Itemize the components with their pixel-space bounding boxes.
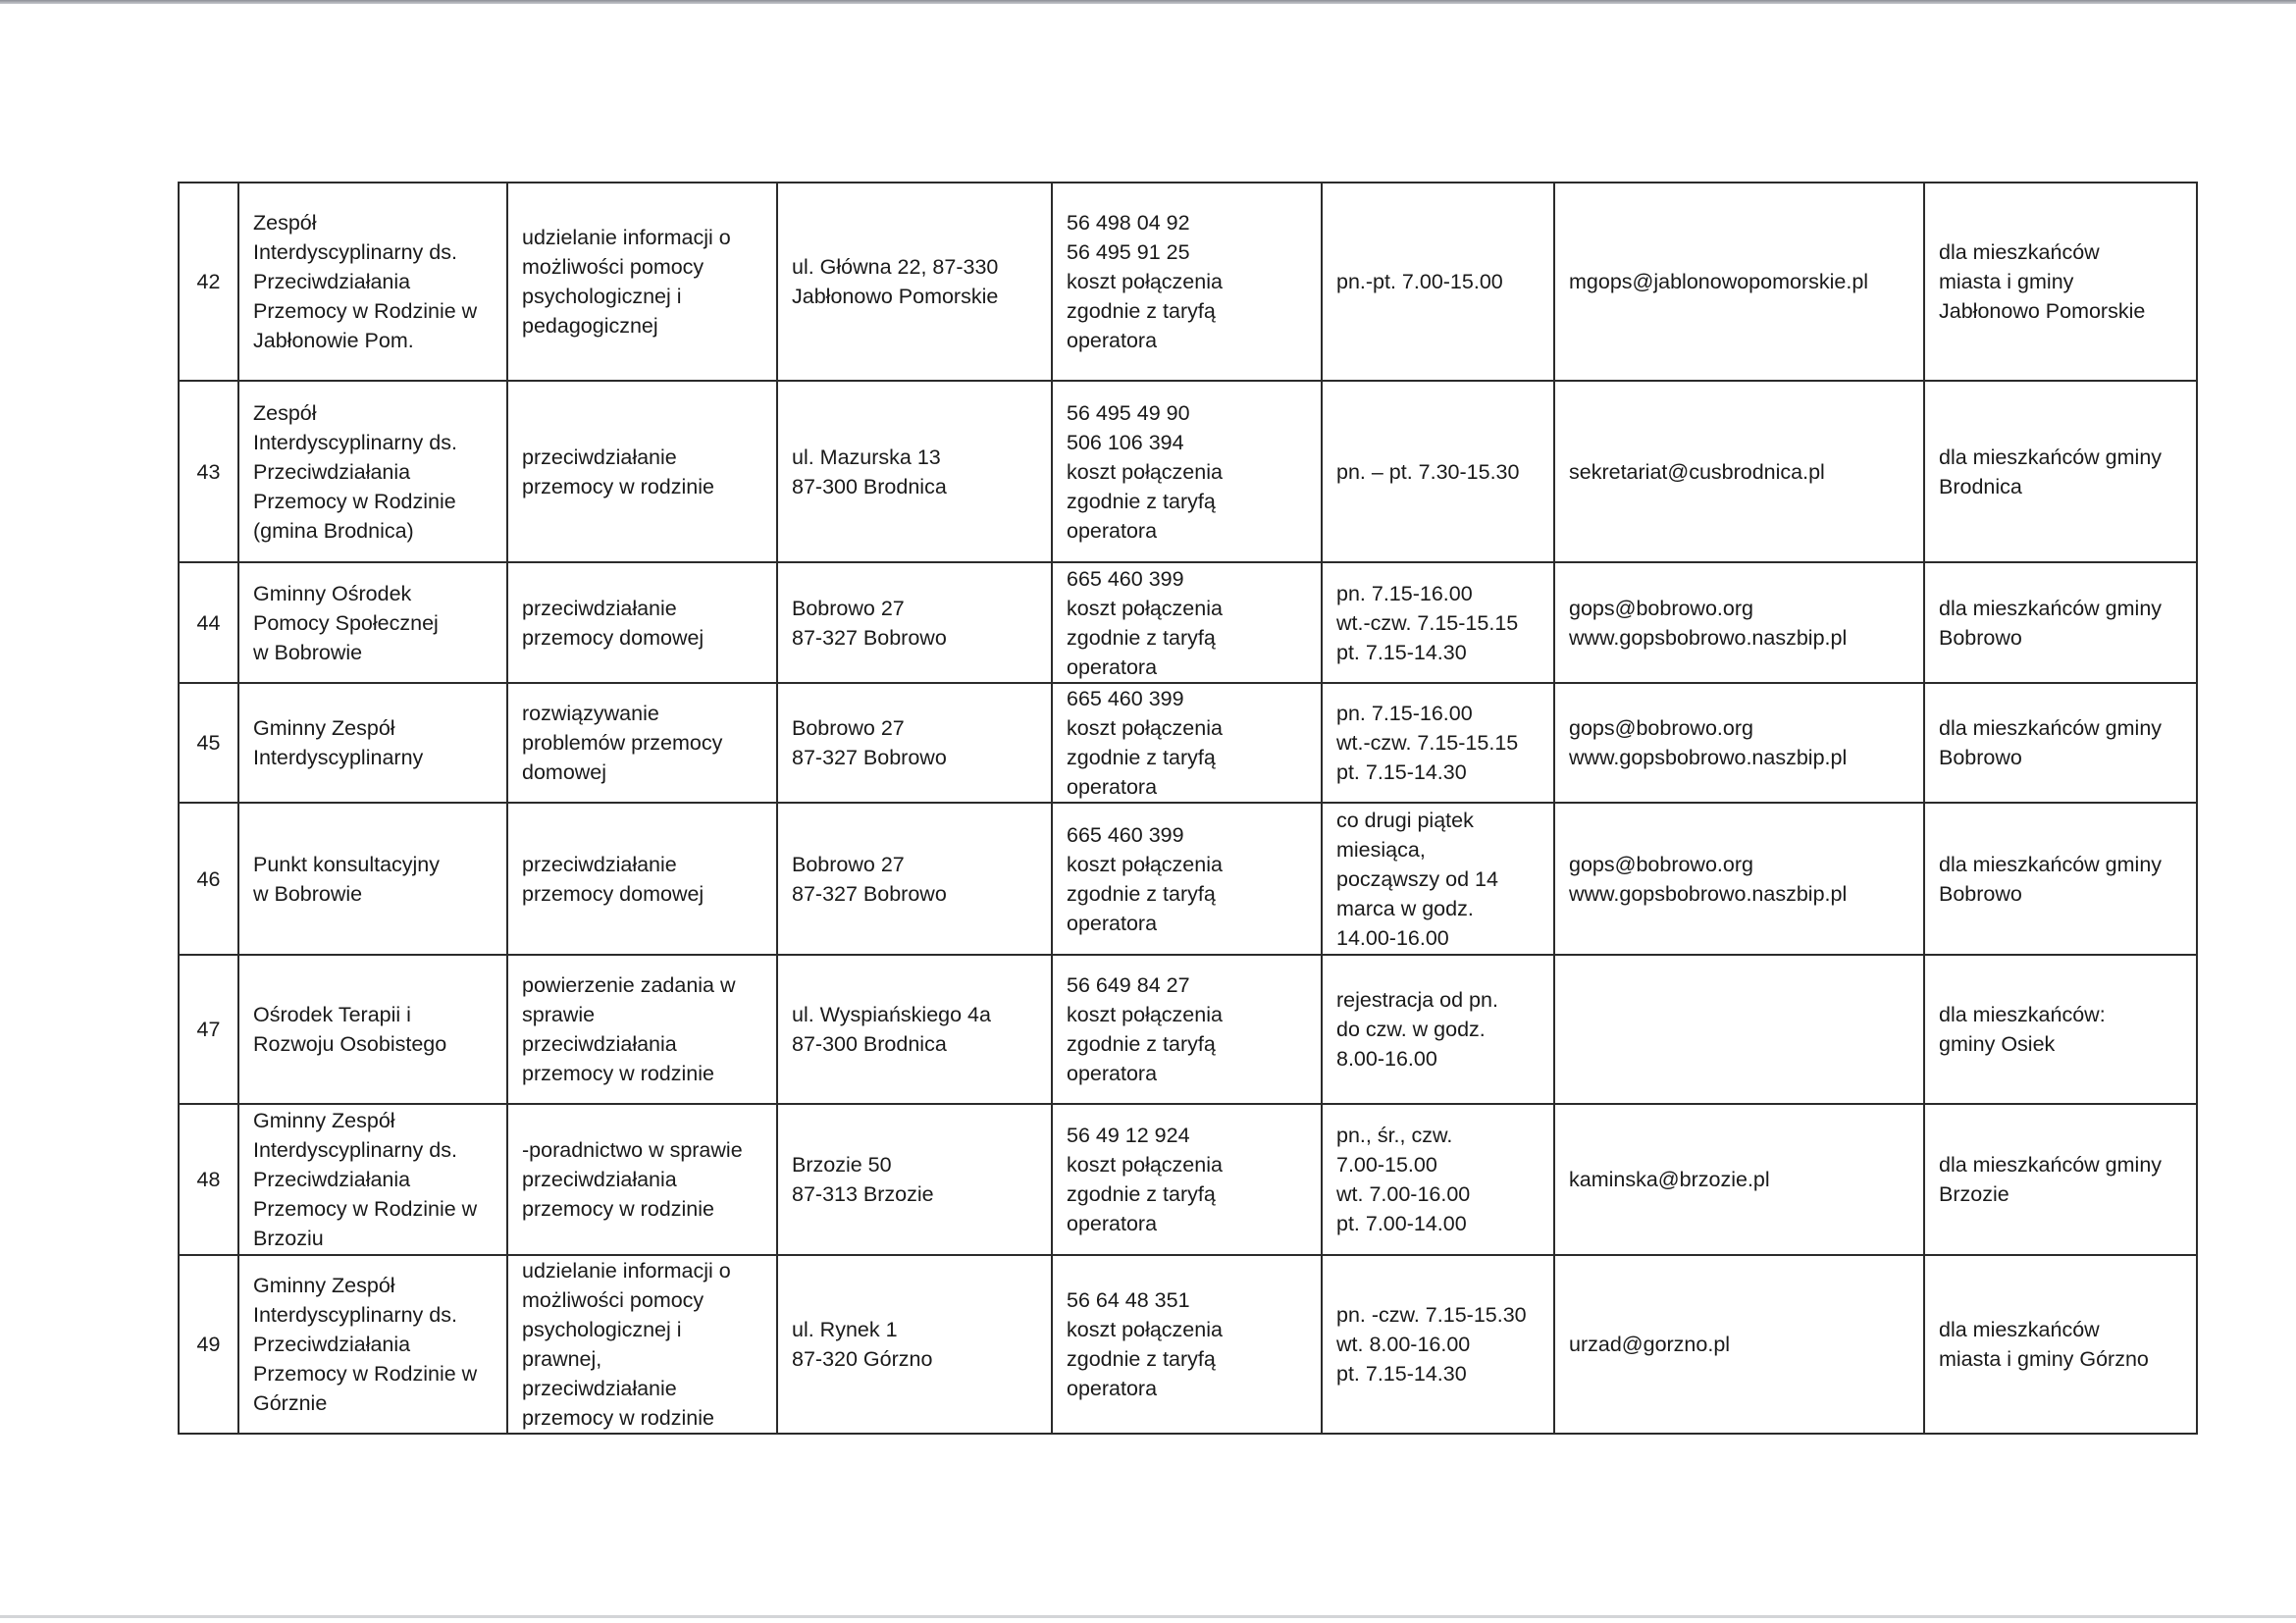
- table-row: [179, 1104, 2197, 1255]
- cell-address: [777, 1255, 1052, 1434]
- cell-for-whom-line: miasta i gminy: [1939, 270, 2074, 293]
- cell-phone-line: zgodnie z taryfą: [1067, 881, 1216, 906]
- cell-contact: [1554, 381, 1924, 562]
- cell-institution-name-line: Przemocy w Rodzinie w: [253, 1197, 478, 1221]
- cell-institution-name-line: Ośrodek Terapii i: [253, 1003, 411, 1026]
- cell-hours-line: pn. – pt. 7.30-15.30: [1336, 459, 1520, 484]
- cell-phone: [1052, 381, 1322, 562]
- cell-institution-name: [238, 1255, 507, 1434]
- cell-contact: [1554, 955, 1924, 1104]
- cell-scope-line: możliwości pomocy: [522, 255, 704, 279]
- cell-for-whom: [1924, 803, 2197, 955]
- cell-contact-line[interactable]: www.gopsbobrowo.naszbip.pl: [1569, 746, 1848, 769]
- cell-hours: [1322, 1255, 1554, 1434]
- cell-phone: [1052, 562, 1322, 683]
- cell-scope-line: przemocy domowej: [522, 625, 704, 650]
- cell-for-whom-line: gminy Osiek: [1939, 1032, 2056, 1056]
- cell-for-whom-line: dla mieszkańców gminy: [1939, 1153, 2163, 1177]
- cell-scope-line: przemocy domowej: [522, 881, 704, 906]
- cell-institution-name-line: Jabłonowie Pom.: [253, 329, 414, 352]
- cell-institution-name-line: Gminny Zespół: [253, 716, 395, 740]
- cell-phone-line: operatora: [1067, 329, 1158, 352]
- cell-for-whom: [1924, 1255, 2197, 1434]
- cell-for-whom-line: dla mieszkańców gminy: [1939, 852, 2163, 876]
- cell-hours-line: rejestracja od pn.: [1336, 988, 1498, 1012]
- cell-address-line: 87-300 Brodnica: [792, 474, 947, 498]
- cell-number: 42: [179, 183, 238, 381]
- cell-contact: [1554, 1255, 1924, 1434]
- cell-scope: [507, 1104, 777, 1255]
- table-row: [179, 683, 2197, 803]
- cell-hours-line: wt.-czw. 7.15-15.15: [1336, 610, 1519, 635]
- cell-institution-name-line: Interdyscyplinarny ds.: [253, 430, 457, 454]
- cell-number: 44: [179, 562, 238, 683]
- cell-scope-line: udzielanie informacji o: [522, 226, 731, 249]
- cell-hours-line: pn., śr., czw.: [1336, 1124, 1453, 1147]
- cell-scope-line: możliwości pomocy: [522, 1288, 704, 1312]
- cell-address-line: ul. Wyspiańskiego 4a: [792, 1003, 991, 1026]
- cell-institution-name: [238, 381, 507, 562]
- cell-institution-name-line: Gminny Zespół: [253, 1109, 395, 1132]
- cell-institution-name-line: Brzoziu: [253, 1227, 324, 1250]
- cell-hours-line: 8.00-16.00: [1336, 1047, 1437, 1071]
- cell-scope-line: prawnej,: [522, 1347, 602, 1371]
- cell-address-line: Brzozie 50: [792, 1153, 892, 1177]
- cell-contact-line[interactable]: gops@bobrowo.org: [1569, 852, 1753, 876]
- cell-hours-line: 14.00-16.00: [1336, 925, 1449, 950]
- cell-for-whom: [1924, 683, 2197, 803]
- cell-institution-name: [238, 955, 507, 1104]
- cell-scope-line: przeciwdziałania: [522, 1032, 677, 1056]
- cell-institution-name-line: Przemocy w Rodzinie w: [253, 299, 478, 323]
- cell-contact: [1554, 183, 1924, 381]
- cell-phone-line: operatora: [1067, 775, 1158, 799]
- cell-scope-line: powierzenie zadania w: [522, 973, 736, 997]
- cell-contact: [1554, 1104, 1924, 1255]
- cell-contact-line[interactable]: sekretariat@cusbrodnica.pl: [1569, 459, 1825, 484]
- cell-for-whom-line: Brodnica: [1939, 474, 2022, 498]
- cell-hours-line: pt. 7.15-14.30: [1336, 760, 1467, 784]
- cell-institution-name-line: Zespół: [253, 211, 317, 235]
- cell-scope-line: domowej: [522, 760, 607, 784]
- cell-for-whom: [1924, 1104, 2197, 1255]
- cell-institution-name-line: Punkt konsultacyjny: [253, 852, 441, 876]
- cell-institution-name-line: Przemocy w Rodzinie w: [253, 1362, 478, 1386]
- cell-address-line: Bobrowo 27: [792, 716, 905, 740]
- cell-institution-name-line: Interdyscyplinarny: [253, 746, 424, 769]
- cell-institution-name-line: w Bobrowie: [253, 640, 363, 664]
- cell-scope-line: przeciwdziałanie: [522, 852, 677, 876]
- cell-for-whom-line: dla mieszkańców gminy: [1939, 596, 2163, 620]
- cell-address-line: Bobrowo 27: [792, 596, 905, 620]
- cell-phone-line: operatora: [1067, 1212, 1158, 1235]
- cell-number: 48: [179, 1104, 238, 1255]
- cell-address-line: 87-327 Bobrowo: [792, 746, 947, 769]
- table-row: [179, 803, 2197, 955]
- cell-phone-line: 665 460 399: [1067, 566, 1184, 591]
- cell-phone-line: zgodnie z taryfą: [1067, 1182, 1216, 1206]
- cell-phone-line: koszt połączenia: [1067, 716, 1223, 740]
- cell-number: 47: [179, 955, 238, 1104]
- cell-institution-name-line: Gminny Ośrodek: [253, 581, 412, 605]
- table-row: [179, 381, 2197, 562]
- cell-hours: [1322, 1104, 1554, 1255]
- cell-hours-line: wt.-czw. 7.15-15.15: [1336, 731, 1519, 755]
- cell-address: [777, 955, 1052, 1104]
- cell-institution-name-line: Przeciwdziałania: [253, 459, 411, 484]
- cell-institution-name-line: Interdyscyplinarny ds.: [253, 1303, 457, 1327]
- cell-phone-line: koszt połączenia: [1067, 1003, 1223, 1026]
- cell-institution-name-line: Przeciwdziałania: [253, 1333, 411, 1356]
- cell-scope-line: pedagogicznej: [522, 314, 658, 338]
- cell-hours-line: pt. 7.15-14.30: [1336, 640, 1467, 664]
- cell-scope-line: psychologicznej i: [522, 285, 682, 308]
- cell-contact: [1554, 803, 1924, 955]
- cell-scope-line: przeciwdziałania: [522, 1168, 677, 1191]
- cell-address-line: ul. Mazurska 13: [792, 445, 941, 469]
- cell-hours-line: do czw. w godz.: [1336, 1018, 1486, 1041]
- cell-address-line: Jabłonowo Pomorskie: [792, 285, 999, 308]
- cell-institution-name-line: Pomocy Społecznej: [253, 610, 439, 635]
- cell-hours-line: pn. 7.15-16.00: [1336, 581, 1473, 605]
- cell-phone-line: zgodnie z taryfą: [1067, 746, 1216, 769]
- cell-hours: [1322, 183, 1554, 381]
- cell-institution-name-line: Przeciwdziałania: [253, 270, 411, 293]
- cell-address: [777, 562, 1052, 683]
- cell-hours-line: pn. -czw. 7.15-15.30: [1336, 1303, 1527, 1327]
- cell-address: [777, 1104, 1052, 1255]
- cell-for-whom: [1924, 562, 2197, 683]
- cell-phone-line: zgodnie z taryfą: [1067, 1347, 1216, 1371]
- cell-phone-line: koszt połączenia: [1067, 459, 1223, 484]
- cell-phone-line: koszt połączenia: [1067, 1153, 1223, 1177]
- cell-phone-line: operatora: [1067, 654, 1158, 679]
- cell-for-whom-line: dla mieszkańców gminy: [1939, 716, 2163, 740]
- cell-contact: [1554, 562, 1924, 683]
- cell-scope: [507, 381, 777, 562]
- cell-number: 46: [179, 803, 238, 955]
- cell-number: 43: [179, 381, 238, 562]
- cell-phone: [1052, 183, 1322, 381]
- cell-hours: [1322, 955, 1554, 1104]
- cell-institution-name-line: Przemocy w Rodzinie: [253, 489, 456, 513]
- cell-scope-line: sprawie: [522, 1003, 596, 1026]
- cell-for-whom-line: miasta i gminy Górzno: [1939, 1347, 2149, 1371]
- cell-phone-line: 56 64 48 351: [1067, 1288, 1190, 1312]
- cell-hours-line: wt. 7.00-16.00: [1336, 1182, 1471, 1206]
- cell-hours: [1322, 683, 1554, 803]
- cell-scope-line: problemów przemocy: [522, 731, 723, 755]
- cell-for-whom-line: Bobrowo: [1939, 881, 2022, 906]
- cell-scope-line: przeciwdziałanie: [522, 1377, 677, 1400]
- cell-phone-line: 56 649 84 27: [1067, 973, 1190, 997]
- cell-number: 45: [179, 683, 238, 803]
- cell-contact: [1554, 683, 1924, 803]
- cell-scope-line: przemocy w rodzinie: [522, 1406, 714, 1430]
- cell-contact-line[interactable]: gops@bobrowo.org: [1569, 596, 1753, 620]
- cell-hours: [1322, 381, 1554, 562]
- cell-phone-line: 56 498 04 92: [1067, 211, 1190, 235]
- cell-phone: [1052, 683, 1322, 803]
- cell-for-whom: [1924, 381, 2197, 562]
- cell-institution-name-line: w Bobrowie: [253, 881, 363, 906]
- cell-address: [777, 803, 1052, 955]
- cell-phone-line: koszt połączenia: [1067, 270, 1223, 293]
- institutions-table: [178, 182, 2198, 1435]
- scan-edge-bottom: [0, 1615, 2296, 1618]
- cell-institution-name-line: Interdyscyplinarny ds.: [253, 1138, 457, 1162]
- cell-hours-line: marca w godz.: [1336, 896, 1474, 920]
- cell-hours-line: pn.-pt. 7.00-15.00: [1336, 270, 1503, 293]
- cell-hours-line: pt. 7.00-14.00: [1336, 1212, 1467, 1235]
- cell-hours-line: pn. 7.15-16.00: [1336, 702, 1473, 725]
- cell-for-whom-line: dla mieszkańców gminy: [1939, 445, 2163, 469]
- cell-phone-line: 665 460 399: [1067, 822, 1184, 847]
- table-row: [179, 955, 2197, 1104]
- cell-institution-name: [238, 683, 507, 803]
- cell-institution-name: [238, 803, 507, 955]
- cell-address-line: 87-313 Brzozie: [792, 1182, 934, 1206]
- cell-phone-line: 56 495 91 25: [1067, 240, 1190, 264]
- cell-contact-line[interactable]: gops@bobrowo.org: [1569, 716, 1753, 740]
- cell-for-whom: [1924, 955, 2197, 1104]
- cell-for-whom-line: Jabłonowo Pomorskie: [1939, 299, 2146, 323]
- cell-scope: [507, 683, 777, 803]
- cell-phone: [1052, 803, 1322, 955]
- cell-scope: [507, 803, 777, 955]
- table-row: [179, 562, 2197, 683]
- cell-hours-line: pt. 7.15-14.30: [1336, 1362, 1467, 1386]
- cell-phone-line: koszt połączenia: [1067, 1318, 1223, 1341]
- cell-contact-line[interactable]: mgops@jablonowopomorskie.pl: [1569, 270, 1869, 293]
- cell-phone-line: koszt połączenia: [1067, 852, 1223, 876]
- cell-institution-name-line: Interdyscyplinarny ds.: [253, 240, 457, 264]
- cell-hours-line: co drugi piątek: [1336, 808, 1474, 832]
- cell-phone-line: 56 495 49 90: [1067, 400, 1190, 425]
- cell-institution-name-line: Zespół: [253, 400, 317, 425]
- cell-institution-name-line: Rozwoju Osobistego: [253, 1032, 447, 1056]
- cell-scope-line: przemocy w rodzinie: [522, 474, 714, 498]
- cell-phone-line: zgodnie z taryfą: [1067, 299, 1216, 323]
- cell-phone-line: zgodnie z taryfą: [1067, 1032, 1216, 1056]
- cell-address-line: ul. Rynek 1: [792, 1318, 898, 1341]
- cell-scope-line: -poradnictwo w sprawie: [522, 1138, 743, 1162]
- cell-scope-line: przemocy w rodzinie: [522, 1062, 714, 1085]
- cell-address-line: 87-320 Górzno: [792, 1347, 933, 1371]
- cell-for-whom-line: dla mieszkańców:: [1939, 1003, 2106, 1026]
- cell-institution-name: [238, 1104, 507, 1255]
- cell-hours: [1322, 803, 1554, 955]
- cell-phone-line: 506 106 394: [1067, 430, 1184, 454]
- cell-for-whom: [1924, 183, 2197, 381]
- cell-phone: [1052, 1104, 1322, 1255]
- cell-hours-line: 7.00-15.00: [1336, 1153, 1437, 1177]
- cell-scope: [507, 955, 777, 1104]
- cell-for-whom-line: Bobrowo: [1939, 746, 2022, 769]
- cell-scope: [507, 562, 777, 683]
- cell-institution-name: [238, 562, 507, 683]
- cell-scope-line: udzielanie informacji o: [522, 1259, 731, 1283]
- cell-scope-line: przemocy w rodzinie: [522, 1197, 714, 1221]
- cell-address-line: Bobrowo 27: [792, 852, 905, 876]
- cell-contact-line[interactable]: urzad@gorzno.pl: [1569, 1333, 1731, 1356]
- cell-institution-name-line: (gmina Brodnica): [253, 518, 414, 543]
- cell-institution-name-line: Przeciwdziałania: [253, 1168, 411, 1191]
- cell-phone-line: zgodnie z taryfą: [1067, 489, 1216, 513]
- table-row: [179, 1255, 2197, 1434]
- cell-scope-line: rozwiązywanie: [522, 702, 659, 725]
- cell-address-line: 87-327 Bobrowo: [792, 881, 947, 906]
- scan-edge-top: [0, 0, 2296, 4]
- cell-scope-line: psychologicznej i: [522, 1318, 682, 1341]
- table-row: [179, 183, 2197, 381]
- cell-phone-line: 665 460 399: [1067, 687, 1184, 710]
- cell-phone-line: operatora: [1067, 1062, 1158, 1085]
- cell-hours: [1322, 562, 1554, 683]
- cell-for-whom-line: dla mieszkańców: [1939, 240, 2100, 264]
- cell-phone-line: operatora: [1067, 911, 1158, 935]
- cell-institution-name-line: Gminny Zespół: [253, 1274, 395, 1297]
- cell-hours-line: miesiąca,: [1336, 837, 1426, 862]
- cell-address: [777, 381, 1052, 562]
- cell-phone: [1052, 1255, 1322, 1434]
- cell-institution-name: [238, 183, 507, 381]
- cell-address-line: 87-300 Brodnica: [792, 1032, 947, 1056]
- cell-scope-line: przeciwdziałanie: [522, 596, 677, 620]
- cell-hours-line: począwszy od 14: [1336, 866, 1498, 891]
- cell-phone-line: operatora: [1067, 518, 1158, 543]
- table-body: [179, 183, 2197, 1434]
- cell-address: [777, 183, 1052, 381]
- cell-address: [777, 683, 1052, 803]
- cell-scope: [507, 1255, 777, 1434]
- cell-number: 49: [179, 1255, 238, 1434]
- cell-contact-line[interactable]: kaminska@brzozie.pl: [1569, 1168, 1770, 1191]
- cell-phone: [1052, 955, 1322, 1104]
- cell-address-line: 87-327 Bobrowo: [792, 625, 947, 650]
- cell-phone-line: zgodnie z taryfą: [1067, 625, 1216, 650]
- cell-contact-line[interactable]: www.gopsbobrowo.naszbip.pl: [1569, 881, 1848, 906]
- cell-phone-line: 56 49 12 924: [1067, 1124, 1190, 1147]
- cell-institution-name-line: Górznie: [253, 1391, 328, 1415]
- cell-phone-line: operatora: [1067, 1377, 1158, 1400]
- cell-contact-line[interactable]: www.gopsbobrowo.naszbip.pl: [1569, 625, 1848, 650]
- cell-for-whom-line: Brzozie: [1939, 1182, 2009, 1206]
- cell-hours-line: wt. 8.00-16.00: [1336, 1333, 1471, 1356]
- cell-scope-line: przeciwdziałanie: [522, 445, 677, 469]
- cell-for-whom-line: Bobrowo: [1939, 625, 2022, 650]
- cell-phone-line: koszt połączenia: [1067, 596, 1223, 620]
- cell-for-whom-line: dla mieszkańców: [1939, 1318, 2100, 1341]
- cell-address-line: ul. Główna 22, 87-330: [792, 255, 999, 279]
- cell-scope: [507, 183, 777, 381]
